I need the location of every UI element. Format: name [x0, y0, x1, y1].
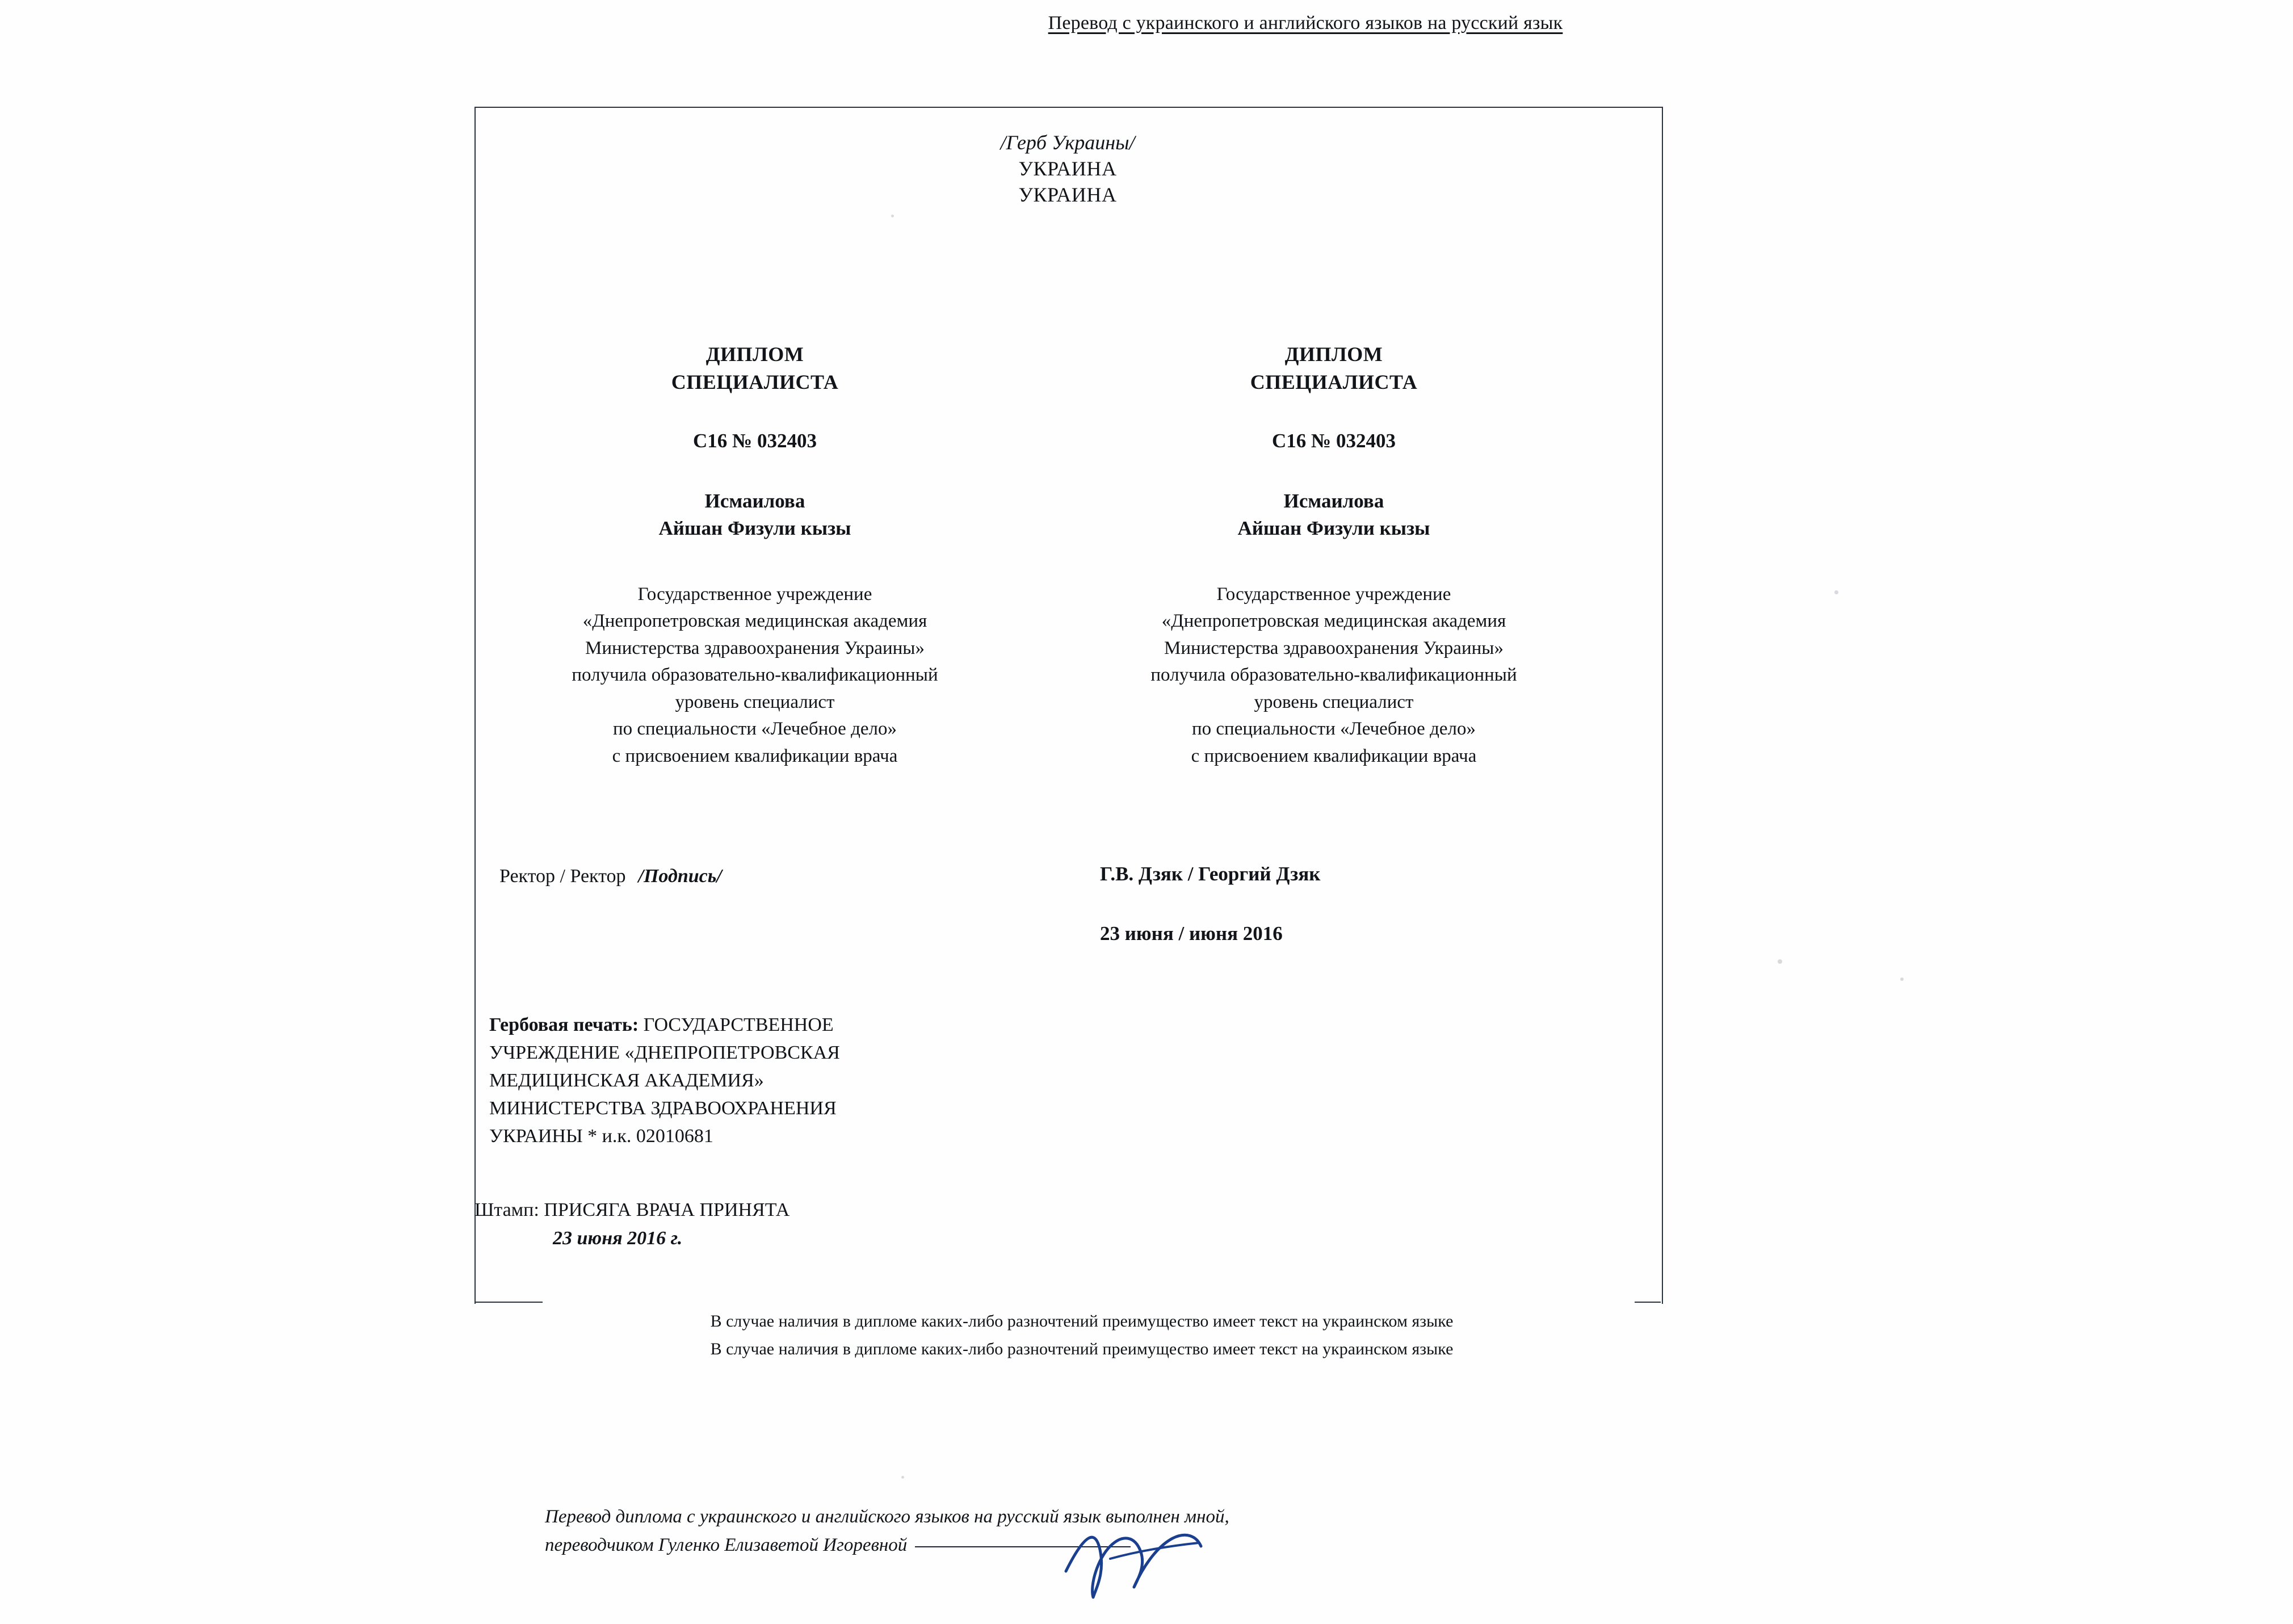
diploma-column-left	[499, 341, 1010, 770]
footnotes	[543, 1308, 1621, 1363]
rector-signature-line	[499, 866, 722, 887]
diploma-body-right-line-5: уровень специалист	[1254, 691, 1414, 712]
seal-text-1: ГОСУДАРСТВЕННОЕ	[639, 1014, 834, 1035]
holder-name-left	[499, 488, 1010, 543]
stamp-line	[474, 1196, 1156, 1224]
translator-signature-rule	[915, 1546, 1131, 1547]
holder-surname-left: Исмаилова	[704, 490, 805, 513]
seal-line-3: МЕДИЦИНСКАЯ АКАДЕМИЯ»	[489, 1069, 764, 1091]
seal-description	[489, 1012, 1114, 1151]
seal-line-2: УЧРЕЖДЕНИЕ «ДНЕПРОПЕТРОВСКАЯ	[489, 1042, 840, 1063]
diploma-body-left	[499, 581, 1010, 770]
crest-block	[474, 129, 1661, 208]
diploma-body-left-line-7: с присвоением квалификации врача	[612, 745, 898, 766]
holder-name-right	[1078, 488, 1589, 543]
diploma-title-right	[1078, 341, 1589, 396]
diploma-body-right-line-3: Министерства здравоохранения Украины»	[1164, 637, 1504, 658]
diploma-frame-bottom-left	[474, 1302, 543, 1303]
translator-line-2-wrap	[545, 1531, 1567, 1560]
scan-speckle	[901, 1476, 904, 1479]
holder-given-name-left: Айшан Физули кызы	[658, 517, 851, 540]
translator-certification	[545, 1503, 1567, 1559]
diploma-title-right-line2: СПЕЦИАЛИСТА	[1250, 370, 1418, 393]
seal-line-5: УКРАИНЫ * и.к. 02010681	[489, 1125, 713, 1147]
diploma-body-left-line-4: получила образовательно-квалификационный	[572, 665, 938, 686]
diploma-body-left-line-2: «Днепропетровская медицинская академия	[582, 611, 927, 632]
rector-signature-mark: /Подпись/	[638, 866, 722, 887]
diploma-body-right	[1078, 581, 1589, 770]
diploma-body-left-line-3: Министерства здравоохранения Украины»	[585, 637, 925, 658]
crest-label: /Герб Украины/	[1000, 131, 1135, 154]
diploma-column-right	[1078, 341, 1589, 770]
country-line-ukrainian: УКРАИНА	[1018, 157, 1117, 181]
diploma-body-left-line-6: по специальности «Лечебное дело»	[613, 719, 897, 740]
diploma-body-right-line-7: с присвоением квалификации врача	[1191, 745, 1477, 766]
diploma-number-right: С16 № 032403	[1272, 430, 1396, 452]
scan-speckle	[1834, 590, 1838, 594]
translator-line-1: Перевод диплома с украинского и английского языков на русский язык выполнен мной,	[545, 1506, 1229, 1527]
footnote-2: В случае наличия в дипломе каких-либо разночтений преимущество имеет текст на украинском языке	[710, 1339, 1454, 1358]
holder-given-name-right: Айшан Физули кызы	[1237, 517, 1430, 540]
seal-line-1	[489, 1012, 1114, 1039]
diploma-body-left-line-1: Государственное учреждение	[637, 584, 872, 605]
diploma-title-left	[499, 341, 1010, 396]
stamp-description	[474, 1196, 1156, 1252]
seal-label: Гербовая печать:	[489, 1014, 639, 1035]
scan-speckle	[1900, 977, 1904, 981]
diploma-title-right-line1: ДИПЛОМ	[1284, 343, 1383, 366]
diploma-body-left-line-5: уровень специалист	[675, 691, 835, 712]
diploma-title-left-line1: ДИПЛОМ	[705, 343, 804, 366]
rector-label: Ректор / Ректор	[499, 866, 626, 887]
seal-line-4: МИНИСТЕРСТВА ЗДРАВООХРАНЕНИЯ	[489, 1097, 837, 1119]
diploma-body-right-line-6: по специальности «Лечебное дело»	[1192, 719, 1476, 740]
diploma-frame-bottom-right	[1635, 1302, 1661, 1303]
diploma-number-left: С16 № 032403	[693, 430, 817, 452]
diploma-body-right-line-4: получила образовательно-квалификационный	[1150, 665, 1517, 686]
stamp-text: ПРИСЯГА ВРАЧА ПРИНЯТА	[539, 1199, 790, 1220]
diploma-body-right-line-1: Государственное учреждение	[1216, 584, 1451, 605]
scan-speckle	[1778, 959, 1782, 964]
holder-surname-right: Исмаилова	[1283, 490, 1384, 513]
country-line-english: УКРАИНА	[1018, 183, 1117, 207]
rector-name: Г.В. Дзяк / Георгий Дзяк	[1100, 863, 1321, 885]
diploma-body-right-line-2: «Днепропетровская медицинская академия	[1161, 611, 1506, 632]
stamp-date: 23 июня 2016 г.	[553, 1227, 683, 1249]
translator-line-2: переводчиком Гуленко Елизаветой Игоревной	[545, 1534, 908, 1555]
translation-header-note: Перевод с украинского и английского языков на русский язык	[1048, 12, 1563, 33]
stamp-label: Штамп:	[474, 1199, 539, 1220]
diploma-title-left-line2: СПЕЦИАЛИСТА	[671, 370, 839, 393]
diploma-issue-date: 23 июня / июня 2016	[1100, 922, 1283, 945]
footnote-1: В случае наличия в дипломе каких-либо разночтений преимущество имеет текст на украинском языке	[710, 1312, 1454, 1331]
